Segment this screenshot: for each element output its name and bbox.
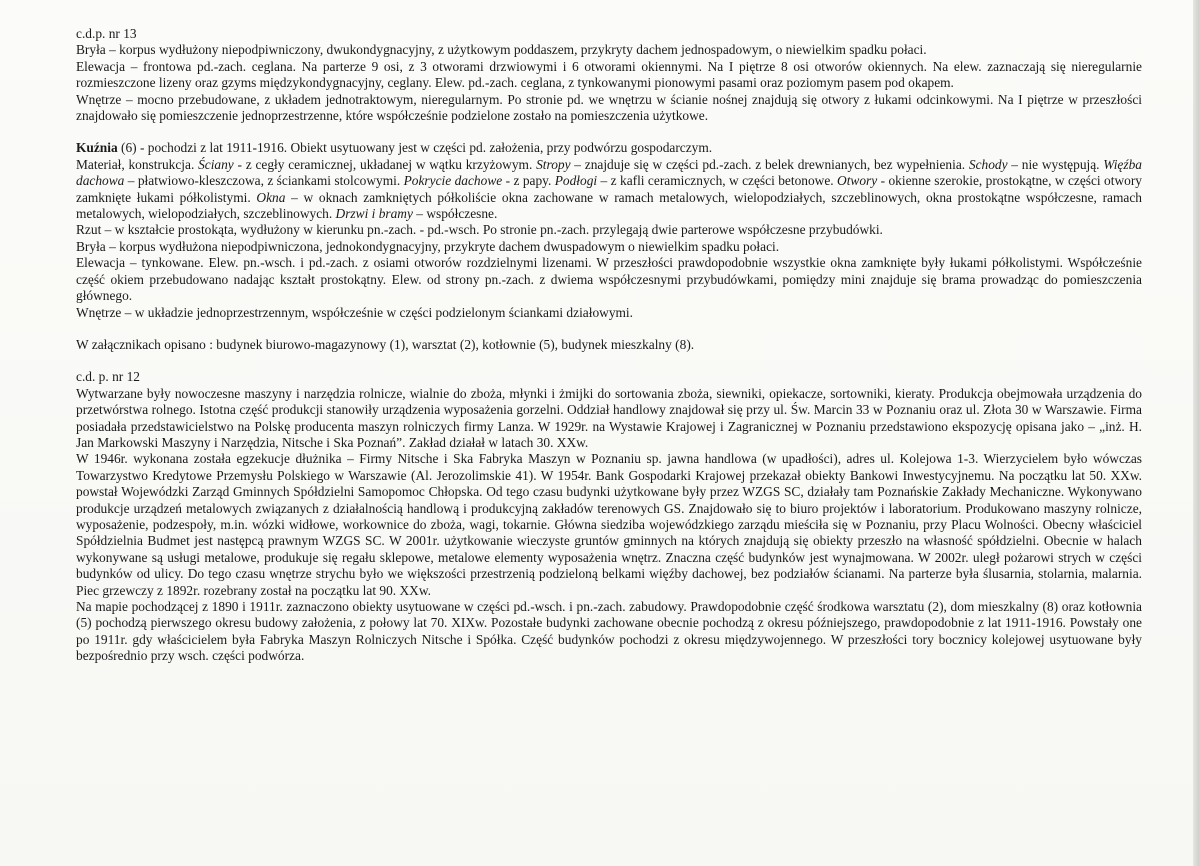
label-otwory: Otwory (837, 173, 878, 189)
section-heading-12: c.d. p. nr 12 (76, 369, 140, 385)
paragraph-kuznia-elewacja: Elewacja – tynkowane. Elew. pn.-wsch. i pd.-zach. z osiami otworów rozdzielnymi lizenami. W przeszłości prawdopodobnie wszystkie okna zamknięte były łukami półkolistymi. Współcześnie część okiem przebudowano nadając kształt prostokątny. Elew. od strony pn.-zach. z dwiema współczesnymi przybudówkami, pomiędzy mini znajduje się brama prowadząc do pomieszczenia głównego. (76, 255, 1142, 304)
paragraph-kuznia-wnetrze: Wnętrze – w układzie jednoprzestrzennym, współcześnie w części podzielonym ściankami działowymi. (76, 304, 633, 320)
section-heading-13: c.d.p. nr 13 (76, 26, 137, 41)
label-schody: Schody (968, 156, 1008, 172)
label-stropy: Stropy (536, 156, 571, 172)
paragraph-mapa: Na mapie pochodzącej z 1890 i 1911r. zaznaczono obiekty usytuowane w części pd.-wsch. i pn.-zach. zabudowy. Prawdopodobnie część środkowa warsztatu (2), dom mieszkalny (8) oraz kotłownia (5) pochodzą pierwszego okresu budowy założenia, z połowy lat 70. XIXw. Pozostałe budynki zachowane obecnie pochodzą z okresu późniejszego, prawdopodobnie z lat 1911-1916. Powstały one po 1911r. gdy właścicielem była Fabryka Maszyn Rolniczych Nitsche i Spółka. Część budynków pochodzi z okresu międzywojennego. W przeszłości tory bocznicy kolejowej usytuowane były bezpośrednio przy wsch. części podwórza. (76, 599, 1142, 664)
label-sciany: Ściany (198, 156, 234, 172)
paragraph-kuznia-bryla: Bryła – korpus wydłużona niepodpiwniczona, jednokondygnacyjny, przykryte dachem dwuspadowym o niewielkim spadku połaci. (76, 238, 780, 254)
paragraph-rzut: Rzut – w kształcie prostokąta, wydłużony w kierunku pn.-zach. - pd.-wsch. Po stronie pn.-zach. przylegają dwie parterowe współczesne przybudówki. (76, 222, 883, 238)
document-body (76, 26, 1142, 665)
paragraph-bryla: Bryła – korpus wydłużony niepodpiwniczony, dwukondygnacyjny, z użytkowym poddaszem, przykryty dachem jednospadowym, o niewielkim spadku połaci. (76, 42, 927, 58)
label-okna: Okna (256, 189, 286, 205)
page-edge (1193, 0, 1199, 866)
paragraph-material: Materiał, konstrukcja. Ściany - z cegły ceramicznej, układanej w wątku krzyżowym. Stropy – znajduje się w części pd.-zach. z belek drewnianych, bez wypełnienia. Schody – nie występują. Więźba dachowa – płatwiowo-kleszczowa, z ściankami stolcowymi. Pokrycie dachowe - z papy. Podłogi – z kafli ceramicznych, w części betonowe. Otwory - okienne szerokie, prostokątne, w części otwory zamknięte łukami półkolistymi. Okna – w oknach zamkniętych półkoliście okna zachowane w ramach metalowych, wielopodziałych, szczeblinowych, okna prostokątne współczesne, ramach metalowych, wielopodziałych, szczeblinowych. Drzwi i bramy – współczesne. (76, 156, 1143, 222)
paragraph-zalaczniki: W załącznikach opisano : budynek biurowo-magazynowy (1), warsztat (2), kotłownie (5), budynek mieszkalny (8). (76, 336, 695, 352)
paragraph-wnetrze: Wnętrze – mocno przebudowane, z układem jednotraktowym, nieregularnym. Po stronie pd. we wnętrzu w ścianie nośnej znajdują się otwory z łukami odcinkowymi. Na I piętrze w przeszłości znajdowało się pomieszczenie jednoprzestrzenne, które współcześnie podzielone zostało na pomieszczenia użytkowe. (76, 91, 1142, 124)
paragraph-elewacja: Elewacja – frontowa pd.-zach. ceglana. Na parterze 9 osi, z 3 otworami drzwiowymi i 6 otworami okiennymi. Na I piętrze 8 osi otworów okiennych. Na elew. zaznaczają się nieregularnie rozmieszczone lizeny oraz gzyms międzykondygnacyjny, ceglany. Elew. pd.-zach. ceglana, z tynkowanymi pionowymi pasami oraz poziomym pasem pod okapem. (76, 58, 1142, 91)
label-podlogi: Podłogi (554, 173, 598, 189)
paragraph-historia: W 1946r. wykonana została egzekucje dłużnika – Firmy Nitsche i Ska Fabryka Maszyn w Poznaniu sp. jawna handlowa (w upadłości), adres ul. Kolejowa 1-3. Wierzycielem było wówczas Towarzystwo Kredytowe Przemysłu Polskiego w Warszawie (Al. Jerozolimskie 41). W 1954r. Bank Gospodarki Krajowej przekazał obiekty Bankowi Inwestycyjnemu. Na początku lat 50. XXw. powstał Wojewódzki Zarząd Gminnych Spółdzielni Samopomoc Chłopska. Od tego czasu budynki użytkowane były przez WZGS SC, działały tam Poznańskie Zakłady Mechaniczne. Wykonywano produkcje urządzeń metalowych związanych z działalnością handlową i produkcyjną zakładów terenowych GS. Znajdowało się to biuro projektów i laboratorium. Produkowano maszyny rolnicze, wyposażenie, podzespoły, m.in. wózki widłowe, workownice do zboża, wagi, tokarnie. Główna siedziba wojewódzkiego zarządu mieściła się w Poznaniu, przy Placu Wolności. Obecny właściciel Spółdzielnia Budmet jest następcą prawnym WZGS SC. W 2001r. użytkowanie wieczyste gruntów gminnych na których znajdują się obiekty przeszło na własność spółdzielni. Obecnie w halach wykonywane są usługi metalowe, produkuje się regału sklepowe, metalowe elementy wyposażenia wnętrz. Znaczna część budynków jest wynajmowana. W 2002r. uległ pożarowi strych w części budynków od ulicy. Do tego czasu wnętrze strychu było we większości przestrzenią podzieloną belkami więźby dachowej, bez podziałów ścianami. Na parterze była ślusarnia, stolarnia, malarnia. Piec grzewczy z 1892r. rozebrany został na początku lat 90. XXw. (76, 451, 1142, 598)
kuznia-title: Kuźnia (76, 140, 118, 156)
label-drzwi: Drzwi i bramy (335, 206, 413, 222)
label-wiezba: Więźba dachowa (76, 156, 1142, 189)
label-pokrycie: Pokrycie dachowe (403, 173, 503, 189)
paragraph-kuznia-title: Kuźnia (6) - pochodzi z lat 1911-1916. Obiekt usytuowany jest w części pd. założenia, przy podwórzu gospodarczym. (76, 140, 713, 156)
paragraph-produkcja: Wytwarzane były nowoczesne maszyny i narzędzia rolnicze, wialnie do zboża, młynki i żmijki do sortowania zboża, siewniki, opiekacze, sortowniki, kieraty. Produkcja obejmowała urządzenia do przetwórstwa rolnego. Istotna część produkcji stanowiły urządzenia wyposażenia gorzelni. Oddział handlowy znajdował się przy ul. Św. Marcin 33 w Poznaniu oraz ul. Złota 30 w Warszawie. Firma posiadała przedstawicielstwo na Polskę producenta maszyn rolniczych firmy Lanza. W 1929r. na Wystawie Krajowej i Zagranicznej w Poznaniu przedstawiono ekspozycję opisana jako – „inż. H. Jan Markowski Maszyny i Narzędzia, Nitsche i Ska Poznań”. Zakład działał w latach 30. XXw. (76, 385, 1142, 450)
